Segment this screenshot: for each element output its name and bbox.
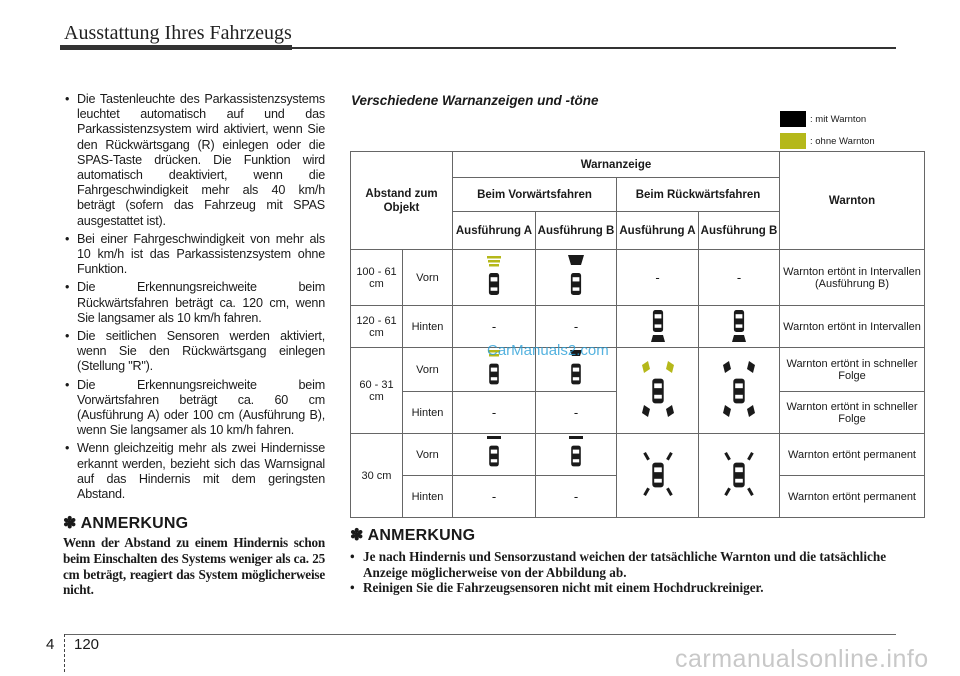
header-rule <box>292 47 896 49</box>
indicator-cell <box>617 348 699 434</box>
empty-indicator: - <box>453 476 536 518</box>
note-text: Wenn der Abstand zu einem Hindernis schon beim Einschalten des Systems weniger als ca. 25 cm beträgt, reagiert das System möglicherweise nicht. <box>63 535 325 598</box>
section-title: Verschiedene Warnanzeigen und -töne <box>351 93 599 108</box>
indicator-cell <box>617 306 699 348</box>
list-item: • Wenn gleichzeitig mehr als zwei Hindernisse erkannt werden, bezieht sich das Warnsignal auf das Hindernis mit dem geringsten Abstand. <box>63 441 325 502</box>
car-rear-black-icon <box>643 306 673 344</box>
indicator-cell <box>536 434 617 476</box>
car-sides-black-icon <box>716 359 762 419</box>
page-divider <box>64 634 66 672</box>
empty-indicator: - <box>536 476 617 518</box>
note-heading: ✽ ANMERKUNG <box>63 515 189 533</box>
distance-cell: 60 - 31 cm <box>351 348 403 434</box>
page-number: 120 <box>74 636 100 653</box>
legend-item-without-tone <box>780 133 875 149</box>
car-sides-olive-icon <box>635 359 681 419</box>
header-variant-a: Ausführung A <box>453 212 536 250</box>
tone-cell: Warnton ertönt permanent <box>780 476 925 518</box>
footer-watermark: carmanualsonline.info <box>675 645 929 673</box>
tone-cell: Warnton ertönt permanent <box>780 434 925 476</box>
note-heading: ✽ ANMERKUNG <box>350 527 476 544</box>
left-column <box>63 92 325 598</box>
table-row <box>351 434 925 476</box>
chapter-number: 4 <box>46 636 55 653</box>
header-variant-a: Ausführung A <box>617 212 699 250</box>
list-item: • Die Tastenleuchte des Parkassistenzsystems leuchtet automatisch auf und das Parkassistenzsystem wird aktiviert, wenn Sie den Rückwärtsgang (R) einlegen oder die SPAS-Taste drücken. Die Funktion wird automatisch deaktiviert, wenn die Fahrgeschwindigkeit mehr als 40 km/h beträgt (sofern das Fahrzeug mit SPAS ausgestattet ist). <box>63 92 325 229</box>
empty-indicator: - <box>617 250 699 306</box>
car-sides-full-icon <box>719 446 759 502</box>
position-cell: Hinten <box>403 476 453 518</box>
list-item: • Reinigen Sie die Fahrzeugsensoren nicht mit einem Hochdruckreiniger. <box>350 580 898 596</box>
empty-indicator: - <box>453 306 536 348</box>
empty-indicator: - <box>536 306 617 348</box>
list-item: • Die Erkennungsreichweite beim Rückwärtsfahren beträgt ca. 120 cm, wenn Sie langsamer als 10 km/h fahren. <box>63 280 325 326</box>
page-header-title: Ausstattung Ihres Fahrzeugs <box>64 22 292 44</box>
header-warnton: Warnton <box>780 152 925 250</box>
empty-indicator: - <box>536 392 617 434</box>
list-item: • Die Erkennungsreichweite beim Vorwärtsfahren beträgt ca. 60 cm (Ausführung A) oder 100 cm (Ausführung B), wenn Sie langsamer als 10 km/h fahren. <box>63 378 325 439</box>
header-bar <box>60 45 292 50</box>
car-front-full-icon <box>561 434 591 472</box>
tone-cell: Warnton ertönt in Intervallen <box>780 306 925 348</box>
warning-table <box>350 151 925 518</box>
position-cell: Hinten <box>403 392 453 434</box>
indicator-cell <box>617 434 699 518</box>
header-warnanzeige: Warnanzeige <box>453 152 780 178</box>
legend-swatch-black <box>780 111 806 127</box>
distance-cell: 30 cm <box>351 434 403 518</box>
distance-cell: 100 - 61 cm <box>351 250 403 306</box>
legend-label: : mit Warnton <box>810 113 867 125</box>
bullet-list <box>63 92 325 502</box>
list-item: • Die seitlichen Sensoren werden aktiviert, wenn Sie den Rückwärtsgang einlegen (Stellung "R"). <box>63 329 325 375</box>
indicator-cell <box>699 306 780 348</box>
position-cell: Vorn <box>403 250 453 306</box>
indicator-cell <box>536 250 617 306</box>
tone-cell: Warnton ertönt in Intervallen (Ausführung B) <box>780 250 925 306</box>
indicator-cell <box>453 250 536 306</box>
table-row <box>351 348 925 392</box>
car-front-black-icon <box>561 253 591 299</box>
bottom-note <box>350 525 898 596</box>
header-abstand: Abstand zum Objekt <box>351 152 453 250</box>
table-row <box>351 306 925 348</box>
distance-cell: 120 - 61 cm <box>351 306 403 348</box>
note-list <box>350 549 898 596</box>
header-rueckwaerts: Beim Rückwärtsfahren <box>617 178 780 212</box>
footer-rule <box>64 634 896 635</box>
empty-indicator: - <box>699 250 780 306</box>
header-variant-b: Ausführung B <box>536 212 617 250</box>
list-item: • Je nach Hindernis und Sensorzustand weichen der tatsächliche Warnton und die tatsächliche Anzeige möglicherweise von der Abbildung ab. <box>350 549 898 580</box>
indicator-cell <box>699 434 780 518</box>
car-front-olive-icon <box>479 253 509 299</box>
position-cell: Vorn <box>403 434 453 476</box>
legend <box>780 111 875 155</box>
watermark: CarManuals2.com <box>487 342 609 359</box>
car-rear-black-icon <box>724 306 754 344</box>
car-sides-full-icon <box>638 446 678 502</box>
list-item: • Bei einer Fahrgeschwindigkeit von mehr als 10 km/h ist das Parkassistenzsystem ohne Funktion. <box>63 232 325 278</box>
legend-label: : ohne Warnton <box>810 135 875 147</box>
header-variant-b: Ausführung B <box>699 212 780 250</box>
car-front-full-icon <box>479 434 509 472</box>
header-vorwaerts: Beim Vorwärtsfahren <box>453 178 617 212</box>
indicator-cell <box>699 348 780 434</box>
indicator-cell <box>453 434 536 476</box>
tone-cell: Warnton ertönt in schneller Folge <box>780 348 925 392</box>
empty-indicator: - <box>453 392 536 434</box>
table-row <box>351 250 925 306</box>
position-cell: Vorn <box>403 348 453 392</box>
legend-swatch-olive <box>780 133 806 149</box>
legend-item-with-tone <box>780 111 875 127</box>
position-cell: Hinten <box>403 306 453 348</box>
tone-cell: Warnton ertönt in schneller Folge <box>780 392 925 434</box>
